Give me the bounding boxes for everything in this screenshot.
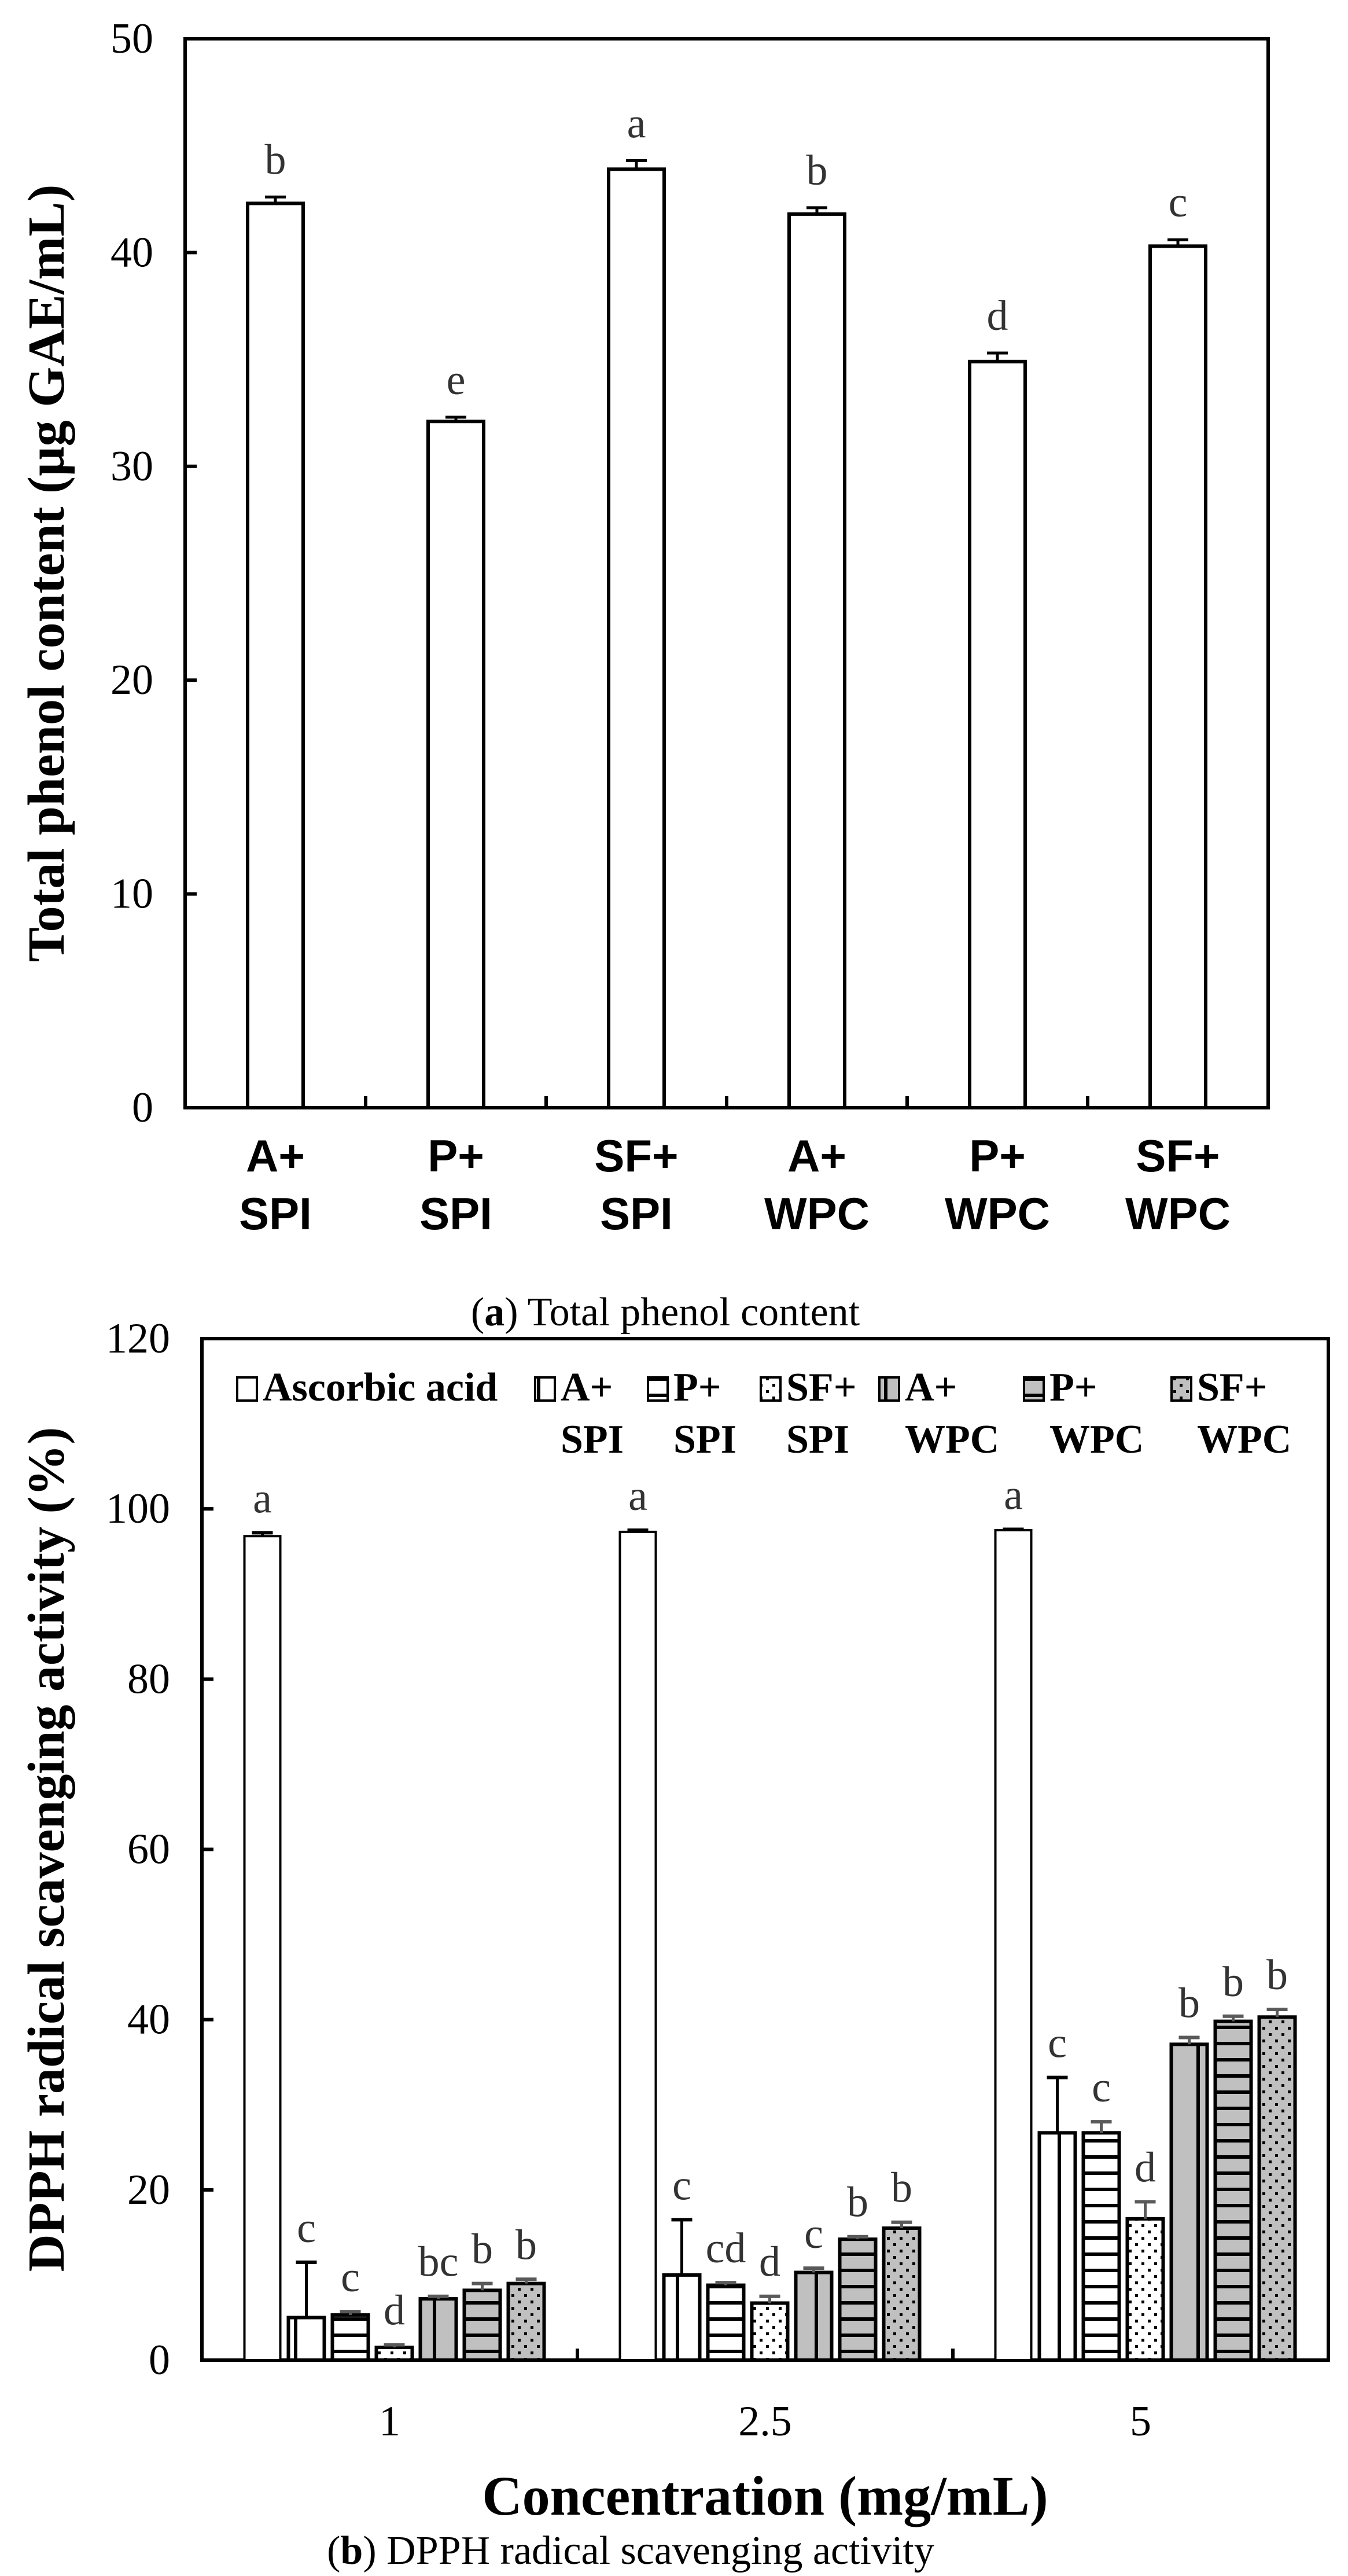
bar — [1084, 2133, 1119, 2360]
bar — [1150, 246, 1206, 1108]
legend-label: A+ — [561, 1365, 613, 1410]
legend-label: A+ — [905, 1365, 957, 1410]
bar-group — [428, 357, 484, 1108]
significance-letter: c — [297, 2204, 316, 2252]
bar — [333, 2315, 369, 2360]
bar — [428, 421, 484, 1108]
legend-item — [879, 1365, 999, 1462]
caption-label: a — [484, 1290, 505, 1335]
significance-letter: c — [1092, 2064, 1111, 2112]
legend-swatch — [879, 1377, 899, 1401]
bar — [421, 2299, 456, 2360]
significance-letter: a — [253, 1475, 272, 1523]
significance-letter: bc — [418, 2238, 459, 2286]
x-category-label: SPI — [239, 1188, 312, 1239]
y-axis-title: Total phenol content (µg GAE/mL) — [18, 184, 75, 962]
bar — [664, 2275, 700, 2360]
legend-label: SPI — [673, 1417, 736, 1462]
significance-letter: b — [264, 136, 286, 184]
bar — [884, 2228, 920, 2360]
bar-group — [609, 100, 664, 1108]
y-tick-label: 40 — [111, 229, 153, 277]
legend-item — [535, 1365, 624, 1462]
legend-label: P+ — [1049, 1365, 1097, 1410]
x-category-label: P+ — [428, 1130, 484, 1181]
significance-letter: a — [628, 1472, 647, 1520]
figure-caption-b — [327, 2529, 934, 2573]
legend-item — [648, 1365, 736, 1462]
significance-letter: b — [1178, 1979, 1200, 2027]
significance-letter: c — [1048, 2019, 1067, 2067]
significance-letter: c — [804, 2210, 823, 2258]
legend — [237, 1365, 1291, 1462]
chart-dpph-scavenging — [18, 1315, 1328, 2573]
bar — [1040, 2133, 1076, 2360]
legend-label: WPC — [905, 1417, 1000, 1462]
chart-total-phenol-content — [18, 15, 1268, 1335]
x-category-label: SPI — [600, 1188, 673, 1239]
bar — [970, 362, 1025, 1108]
plot-frame — [202, 1339, 1328, 2360]
significance-letter: b — [847, 2178, 868, 2226]
significance-letter: cd — [705, 2225, 746, 2273]
y-tick-label: 20 — [127, 2166, 170, 2214]
significance-letter: d — [759, 2238, 780, 2286]
legend-swatch — [535, 1377, 555, 1401]
plot-frame — [185, 39, 1268, 1108]
legend-item — [1024, 1365, 1144, 1462]
y-tick-label: 10 — [111, 870, 153, 918]
x-tick-label: 5 — [1130, 2398, 1151, 2445]
bar — [1216, 2022, 1251, 2360]
bar-group — [245, 1475, 544, 2360]
legend-swatch — [1024, 1377, 1044, 1401]
bar-group — [620, 1472, 920, 2360]
legend-item — [1172, 1365, 1291, 1462]
bar — [1172, 2044, 1207, 2360]
significance-letter: b — [891, 2164, 912, 2212]
bar — [996, 1530, 1032, 2360]
figure-caption-a — [471, 1290, 860, 1335]
bar — [1259, 2017, 1295, 2360]
y-tick-label: 80 — [127, 1655, 170, 1703]
x-category-label: SF+ — [1136, 1130, 1220, 1181]
bar — [377, 2347, 412, 2360]
legend-label: P+ — [673, 1365, 721, 1410]
x-tick-label: 1 — [379, 2398, 400, 2445]
bar-group — [789, 147, 845, 1108]
significance-letter: d — [986, 292, 1008, 340]
x-category-label: A+ — [787, 1130, 846, 1181]
y-tick-label: 40 — [127, 1996, 170, 2044]
legend-label: SPI — [561, 1417, 624, 1462]
x-category-label: SF+ — [594, 1130, 679, 1181]
x-category-label: A+ — [246, 1130, 305, 1181]
significance-letter: b — [1266, 1952, 1288, 2000]
significance-letter: b — [472, 2225, 493, 2273]
legend-swatch — [648, 1377, 668, 1401]
legend-label: Ascorbic acid — [263, 1365, 498, 1410]
y-tick-label: 0 — [149, 2336, 170, 2384]
bar — [248, 203, 303, 1108]
legend-item — [237, 1365, 498, 1410]
caption-paren: ) — [363, 2529, 387, 2573]
significance-letter: b — [1222, 1958, 1244, 2006]
legend-swatch — [761, 1377, 780, 1401]
bar — [509, 2284, 544, 2360]
bar — [289, 2317, 325, 2360]
bar — [609, 169, 664, 1108]
x-category-label: P+ — [969, 1130, 1026, 1181]
x-axis-title: Concentration (mg/mL) — [482, 2465, 1048, 2527]
significance-letter: b — [806, 146, 828, 194]
bar — [465, 2290, 500, 2360]
y-tick-label: 20 — [111, 656, 153, 704]
legend-label: SPI — [786, 1417, 849, 1462]
y-tick-label: 50 — [111, 15, 153, 63]
x-category-label: SPI — [419, 1188, 492, 1239]
x-category-label: WPC — [764, 1188, 870, 1239]
caption-text: DPPH radical scavenging activity — [386, 2529, 934, 2573]
bar — [245, 1536, 281, 2360]
y-axis-title: DPPH radical scavenging activity (%) — [18, 1427, 75, 2272]
legend-swatch — [1172, 1377, 1191, 1401]
legend-label: SF+ — [1197, 1365, 1268, 1410]
bar — [840, 2239, 876, 2360]
significance-letter: b — [515, 2221, 537, 2269]
bar — [789, 214, 845, 1108]
significance-letter: e — [446, 356, 466, 404]
bar-group — [970, 292, 1025, 1108]
caption-paren: ) — [504, 1290, 528, 1335]
legend-swatch — [237, 1377, 257, 1401]
x-category-label: WPC — [1125, 1188, 1231, 1239]
y-tick-label: 60 — [127, 1825, 170, 1873]
bar-group — [996, 1471, 1295, 2360]
caption-text: Total phenol content — [527, 1290, 860, 1335]
legend-label: SF+ — [786, 1365, 857, 1410]
bar — [620, 1532, 656, 2360]
x-category-label: WPC — [945, 1188, 1050, 1239]
legend-label: WPC — [1049, 1417, 1144, 1462]
significance-letter: c — [672, 2162, 691, 2210]
caption-paren: ( — [470, 1290, 485, 1335]
significance-letter: c — [1168, 179, 1188, 227]
bar — [708, 2285, 744, 2360]
significance-letter: a — [1004, 1471, 1023, 1519]
caption-label: b — [340, 2529, 363, 2573]
x-tick-label: 2.5 — [738, 2398, 792, 2445]
bar-group — [248, 136, 303, 1108]
y-tick-label: 0 — [132, 1084, 153, 1131]
significance-letter: d — [1135, 2144, 1156, 2192]
significance-letter: d — [384, 2287, 405, 2335]
y-tick-label: 30 — [111, 442, 153, 490]
bar-group — [1150, 179, 1206, 1108]
bar — [752, 2303, 788, 2360]
caption-paren: ( — [327, 2529, 341, 2573]
significance-letter: c — [341, 2254, 360, 2302]
significance-letter: a — [627, 100, 646, 148]
legend-item — [761, 1365, 857, 1462]
y-tick-label: 120 — [106, 1315, 170, 1362]
bar — [1128, 2219, 1163, 2360]
y-tick-label: 100 — [106, 1485, 170, 1533]
legend-label: WPC — [1197, 1417, 1292, 1462]
bar — [796, 2273, 832, 2360]
